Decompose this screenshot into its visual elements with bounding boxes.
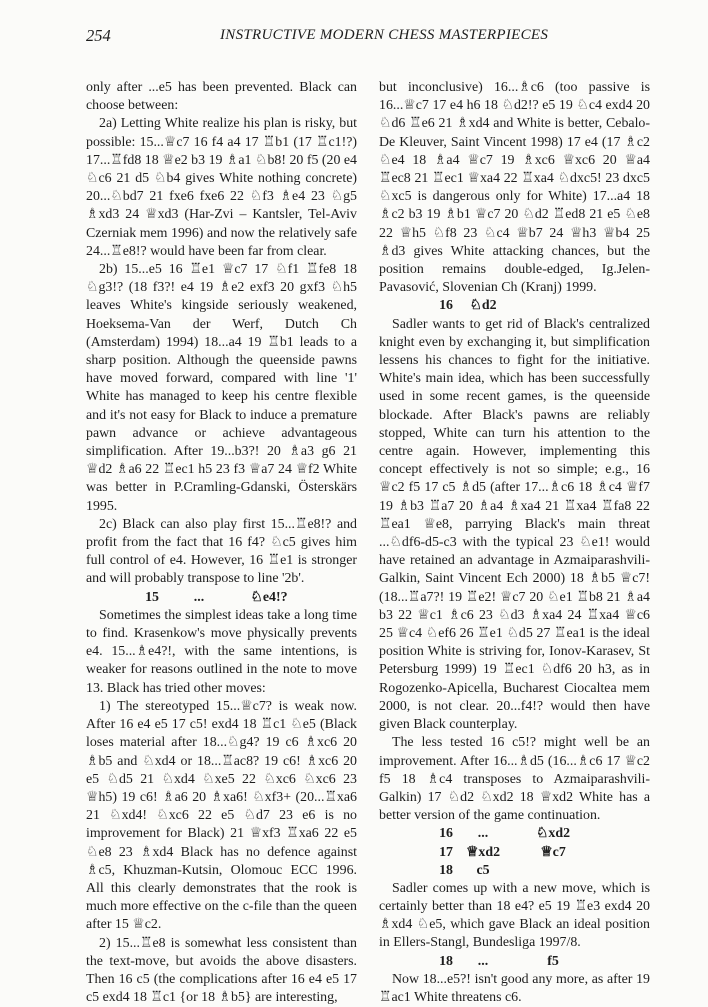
paragraph: 2b) 15...e5 16 ♖e1 ♕c7 17 ♘f1 ♖fe8 18 ♘g3!? (18 f3?! e4 19 ♗e2 exf3 20 gxf3 ♘h5 leaves White's kingside seriously weakened, Hoeksema-Van der Werf, Dutch Ch (Amsterdam) 1994) 18...a4 19 ♖b1 leads to a sharp position. Although the queenside pawns have moved forward, compared with line '1' White has managed to keep his centre flexible and it's not easy for Black to induce a premature pawn advance or achieve advantageous simplification. After 19...b3?! 20 ♗a3 g6 21 ♕d2 ♗a6 22 ♖ec1 h5 23 f3 ♕a7 24 ♕f2 White was better in P.Cramling-Gdanski, Österskärs 1995. xyxy=(86,262,357,514)
move-number: 18 xyxy=(439,862,453,878)
paragraph: 2) 15...♖e8 is somewhat less consistent than the text-move, but avoids the above disasters. Then 16 c5 (the complications after 16 e4 e5 17 c5 exd4 18 ♖c1 {or 18 ♗b5} are interesting, xyxy=(86,935,357,1006)
paragraph: Now 18...e5?! isn't good any more, as after 19 ♖ac1 White threatens c6. xyxy=(379,971,650,1006)
page-number: 254 xyxy=(86,26,111,45)
white-move: c5 xyxy=(476,862,490,878)
right-column xyxy=(379,79,650,1007)
white-move: ... xyxy=(193,589,205,605)
move-number: 15 xyxy=(145,589,159,605)
black-move: ♘xd2 xyxy=(535,826,571,842)
paragraph: The less tested 16 c5!? might well be an improvement. After 16...♗d5 (16...♗c6 17 ♕c2 f5 18 ♗c4 transposes to Azmaiparashvili-Galkin) 17 ♘d2 ♘xd2 18 ♕xd2 White has a better version of the game continuation. xyxy=(379,735,650,824)
running-title: INSTRUCTIVE MODERN CHESS MASTERPIECES xyxy=(220,27,549,43)
white-move: ... xyxy=(477,953,489,969)
game-move-line xyxy=(379,953,650,971)
paragraph: 1) The stereotyped 15...♕c7? is weak now. After 16 e4 e5 17 c5! exd4 18 ♖c1 ♘e5 (Black loses material after 18...♘g4? 19 c6 ♗xc6 20 ♗b5 and ♘xd4 or 18...♖ac8? 19 c6! ♗xc6 20 e5 ♘d5 21 ♘xd4 ♘xe5 22 ♘xc6 ♘xc6 23 ♕h5) 19 c6! ♗a6 20 ♗xa6! ♘xf3+ (20...♖xa6 21 ♘xd4! ♘xc6 22 e5 ♘d7 23 e6 is no improvement for Black) 21 ♕xf3 ♖xa6 22 e5 ♘e8 23 ♗xd4 Black has no defence against ♗c5, Khuzman-Kutsin, Olomouc ECC 1996. All this clearly demonstrates that the rook is much more effective on the c-file than the queen after 15 ♕c2. xyxy=(86,698,357,933)
paragraph: Sadler wants to get rid of Black's centralized knight even by exchanging it, but simplification lessens his chances to fight for the initiative. White's main idea, which has been successfully used in some recent games, is the queenside blockade. After Black's pawns are reliably stopped, White can turn his attention to the centre again. However, implementing this concept effectively is not so simple; e.g., 16 ♕c2 f5 17 c5 ♗d5 (after 17...♗c6 18 ♗c4 ♕f7 19 ♗b3 ♖a7 20 ♗a4 ♗xa4 21 ♖xa4 ♖fa8 22 ♖ea1 ♕e8, parrying Black's main threat ...♘df6-d5-c3 with the typical 23 ♘e1! would have retained an advantage in Azmaiparashvili-Galkin, Saint Vincent Ech 2000) 18 ♗b5 ♕c7! (18...♖a7?! 19 ♖e2! ♕c7 20 ♘e1 ♖b8 21 ♗a4 b3 22 ♕c1 ♗c6 23 ♘d3 ♗xa4 24 ♖xa4 ♕c6 25 ♕c4 ♘ef6 26 ♖e1 ♘d5 27 ♖ea1 is the ideal position White is striving for, Ionov-Karasev, St Petersburg 1999) 19 ♖ec1 ♘df6 20 h3, as in Rogozenko-Apicella, Bucharest Ciocaltea mem 2000, is not clear. 20...f4!? would then have given Black counterplay. xyxy=(379,316,650,733)
game-move-line xyxy=(379,825,650,843)
black-move: f5 xyxy=(547,953,559,969)
move-number: 17 xyxy=(439,844,453,860)
move-number: 16 xyxy=(439,298,453,314)
game-move-line xyxy=(379,862,650,880)
left-column xyxy=(86,79,357,1007)
white-move: ♕xd2 xyxy=(465,844,501,860)
page-header xyxy=(86,26,650,48)
paragraph: Sometimes the simplest ideas take a long time to find. Krasenkow's move physically prevents e4. 15...♗e4?!, with the same intentions, is weaker for reasons outlined in the note to move 13. Black has tried other moves: xyxy=(86,607,357,696)
move-number: 16 xyxy=(439,826,453,842)
paragraph: Sadler comes up with a new move, which is certainly better than 18 e4? e5 19 ♖e3 exd4 20 ♗xd4 ♘e5, which gave Black an ideal position in Ellers-Stangl, Bundesliga 1997/8. xyxy=(379,880,650,951)
white-move: ♘d2 xyxy=(469,298,497,314)
game-move-line xyxy=(379,297,650,315)
paragraph: 2c) Black can also play first 15...♖e8!? and profit from the fact that 16 f4? ♘c5 gives him full control of e4. However, 16 ♖e1 is stronger and will probably transpose to line '2b'. xyxy=(86,516,357,587)
black-move: ♕c7 xyxy=(540,844,566,860)
paragraph: only after ...e5 has been prevented. Black can choose between: xyxy=(86,80,357,114)
paragraph: but inconclusive) 16...♗c6 (too passive is 16...♕c7 17 e4 h6 18 ♘d2!? e5 19 ♘c4 exd4 20 ♘d6 ♖e6 21 ♗xd4 and White is better, Cebalo-De Kleuver, Saint Vincent 1998) 17 e4 (17 ♗c2 ♘e4 18 ♗a4 ♕c7 19 ♗xc6 ♕xc6 20 ♕a4 ♖ec8 21 ♖ec1 ♕xa4 22 ♖xa4 ♘dxc5! 23 dxc5 ♘xc5 is dangerous only for White) 17...a4 18 ♗c2 b3 19 ♗b1 ♕c7 20 ♘d2 ♖ed8 21 e5 ♘e8 22 ♕h5 ♘f8 23 ♘c4 ♕b7 24 ♕h3 ♕b4 25 ♗d3 gives White attacking chances, but the position remains double-edged, Ig.Jelen-Pavasović, Slovenian Ch (Kranj) 1999. xyxy=(379,80,650,296)
game-move-line xyxy=(86,589,357,607)
move-number: 18 xyxy=(439,953,453,969)
game-move-line xyxy=(379,844,650,862)
white-move: ... xyxy=(477,826,489,842)
black-move: ♘e4!? xyxy=(250,589,288,605)
paragraph: 2a) Letting White realize his plan is risky, but possible: 15...♕c7 16 f4 a4 17 ♖b1 (17 ♖c1!?) 17...♖fd8 18 ♕e2 b3 19 ♗a1 ♘b8! 20 f5 (20 e4 ♘c6 21 d5 ♘b4 gives White nothing concrete) 20...♘bd7 21 fxe6 fxe6 22 ♘f3 ♗e4 23 ♘g5 ♗xd3 24 ♕xd3 (Har-Zvi – Kantsler, Tel-Aviv Czerniak mem 1996) and now the relatively safe 24...♖e8!? would have been far from clear. xyxy=(86,116,357,259)
